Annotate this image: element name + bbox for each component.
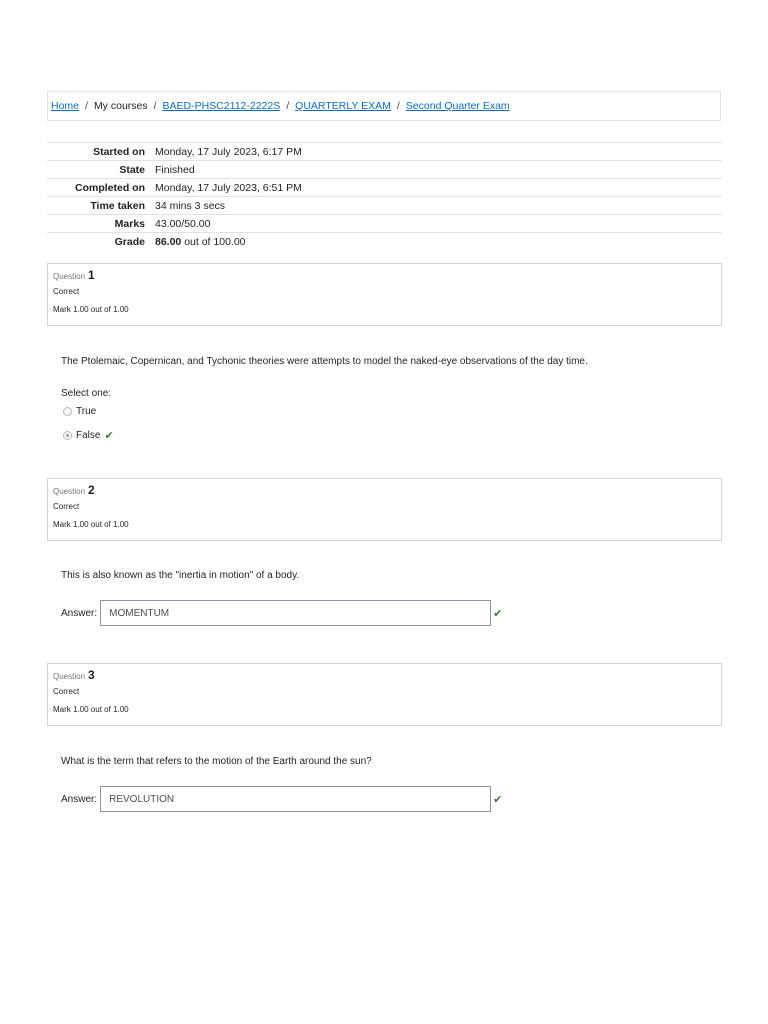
question-state: Correct <box>53 502 80 511</box>
question-info-2 <box>47 478 722 541</box>
option-false[interactable] <box>63 429 114 442</box>
question-label: Question <box>53 672 86 681</box>
breadcrumb-separator: / <box>286 100 290 112</box>
summary-label: Started on <box>47 143 155 161</box>
summary-row-grade <box>47 233 722 251</box>
question-state: Correct <box>53 687 80 696</box>
question-number-value: 3 <box>88 668 95 682</box>
answer-label: Answer: <box>61 607 98 619</box>
radio-button[interactable] <box>63 407 72 416</box>
question-mark: Mark 1.00 out of 1.00 <box>53 305 129 314</box>
question-label: Question <box>53 272 86 281</box>
attempt-summary-table <box>47 142 722 250</box>
check-icon: ✔ <box>493 607 503 620</box>
question-mark: Mark 1.00 out of 1.00 <box>53 705 129 714</box>
summary-row-time-taken <box>47 197 722 215</box>
summary-row-completed <box>47 179 722 197</box>
question-number <box>53 668 721 685</box>
question-number-value: 1 <box>88 268 95 282</box>
summary-label: State <box>47 161 155 179</box>
summary-label: Marks <box>47 215 155 233</box>
summary-label: Completed on <box>47 179 155 197</box>
check-icon: ✔ <box>104 430 114 442</box>
option-label: True <box>76 406 97 417</box>
answer-row <box>61 600 502 626</box>
question-text: This is also known as the "inertia in motion" of a body. <box>61 570 300 581</box>
question-number <box>53 268 721 285</box>
select-one-prompt: Select one: <box>61 388 112 399</box>
breadcrumb-course-link[interactable]: BAED-PHSC2112-2222S <box>162 100 281 112</box>
summary-label: Time taken <box>47 197 155 215</box>
summary-value: Monday, 17 July 2023, 6:51 PM <box>155 179 722 197</box>
question-number <box>53 483 721 500</box>
grade-out-of: out of 100.00 <box>181 235 246 248</box>
breadcrumb-separator: / <box>85 100 88 112</box>
answer-row <box>61 786 502 812</box>
check-icon: ✔ <box>493 793 503 806</box>
breadcrumb-home-link[interactable]: Home <box>51 100 80 112</box>
breadcrumb-separator: / <box>396 100 400 112</box>
summary-value <box>155 233 722 251</box>
breadcrumb <box>47 91 721 121</box>
breadcrumb-separator: / <box>153 100 157 112</box>
radio-button-selected[interactable] <box>63 431 72 440</box>
grade-value: 86.00 <box>155 235 182 248</box>
question-mark: Mark 1.00 out of 1.00 <box>53 520 129 529</box>
question-info-3 <box>47 663 722 726</box>
question-info-1 <box>47 263 722 326</box>
question-text: What is the term that refers to the motion of the Earth around the sun? <box>61 756 372 767</box>
question-state: Correct <box>53 287 80 296</box>
answer-input[interactable]: REVOLUTION <box>100 786 491 812</box>
answer-input[interactable]: MOMENTUM <box>100 600 491 626</box>
option-label: False <box>76 430 101 441</box>
summary-value: Finished <box>155 161 722 179</box>
summary-value: Monday, 17 July 2023, 6:17 PM <box>155 143 722 161</box>
breadcrumb-section-link[interactable]: QUARTERLY EXAM <box>295 100 391 112</box>
summary-value: 43.00/50.00 <box>155 215 722 233</box>
breadcrumb-exam-link[interactable]: Second Quarter Exam <box>405 100 510 112</box>
summary-row-marks <box>47 215 722 233</box>
summary-label: Grade <box>47 233 155 251</box>
question-label: Question <box>53 487 86 496</box>
question-text: The Ptolemaic, Copernican, and Tychonic theories were attempts to model the naked-eye observations of the day time. <box>61 356 588 367</box>
question-number-value: 2 <box>88 483 95 497</box>
breadcrumb-my-courses: My courses <box>93 100 148 112</box>
summary-value: 34 mins 3 secs <box>155 197 722 215</box>
summary-row-state <box>47 161 722 179</box>
option-true[interactable] <box>63 406 96 417</box>
summary-row-started <box>47 143 722 161</box>
answer-label: Answer: <box>61 793 98 805</box>
